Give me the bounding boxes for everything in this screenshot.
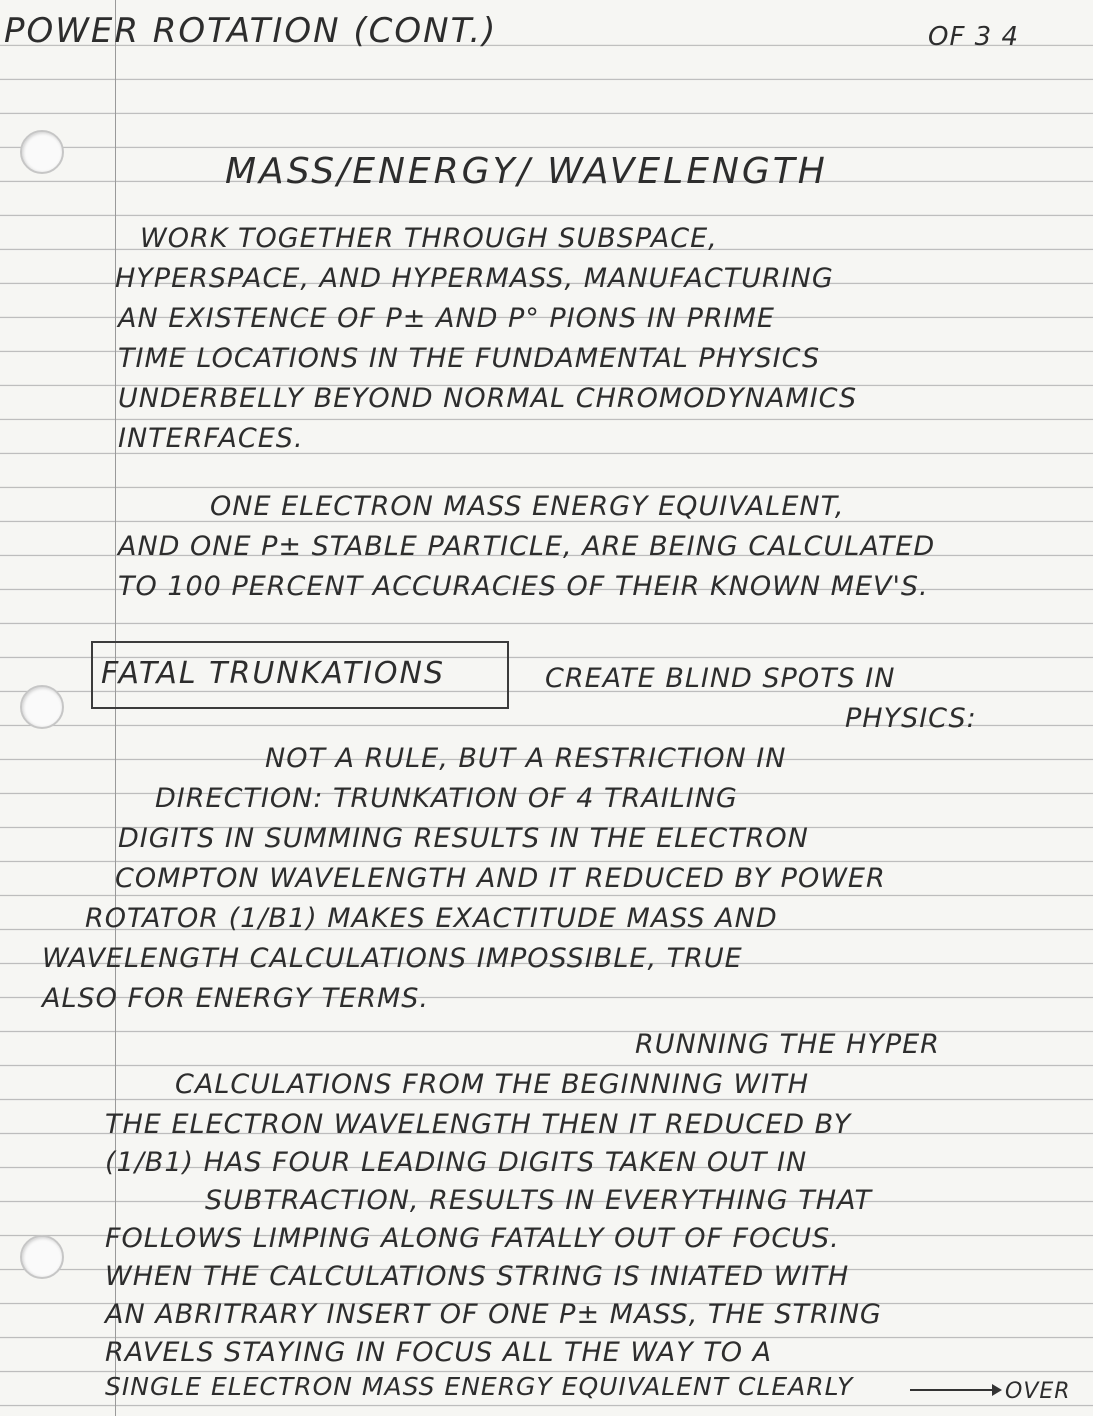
- boxed-term-trailing-line: CREATE BLIND SPOTS IN: [545, 663, 896, 694]
- paragraph4-line: FOLLOWS LIMPING ALONG FATALLY OUT OF FOCUS.: [105, 1223, 840, 1254]
- paragraph4-line: (1/B1) HAS FOUR LEADING DIGITS TAKEN OUT IN: [105, 1147, 808, 1178]
- page-number: OF 3 4: [928, 22, 1020, 52]
- paragraph4-line: WHEN THE CALCULATIONS STRING IS INIATED WITH: [105, 1261, 850, 1292]
- paragraph2-line: ONE ELECTRON MASS ENERGY EQUIVALENT,: [210, 491, 845, 522]
- paragraph3-line: ROTATOR (1/B1) MAKES EXACTITUDE MASS AND: [85, 903, 778, 934]
- paragraph1-line: INTERFACES.: [118, 423, 304, 454]
- section-title: MASS/ENERGY/ WAVELENGTH: [225, 151, 828, 192]
- paragraph3-line: COMPTON WAVELENGTH AND IT REDUCED BY POWER: [115, 863, 886, 894]
- paragraph3-line: DIRECTION: TRUNKATION OF 4 TRAILING: [155, 783, 738, 814]
- page-header-title: POWER ROTATION (CONT.): [4, 11, 498, 51]
- paragraph3-line: DIGITS IN SUMMING RESULTS IN THE ELECTRON: [118, 823, 809, 854]
- binder-hole-middle: [20, 685, 64, 729]
- paragraph4-line: SUBTRACTION, RESULTS IN EVERYTHING THAT: [205, 1185, 873, 1216]
- paragraph1-line: UNDERBELLY BEYOND NORMAL CHROMODYNAMICS: [118, 383, 858, 414]
- paragraph3-line: WAVELENGTH CALCULATIONS IMPOSSIBLE, TRUE: [42, 943, 743, 974]
- over-label: OVER: [1005, 1379, 1071, 1404]
- paragraph4-line: THE ELECTRON WAVELENGTH THEN IT REDUCED BY: [105, 1109, 852, 1140]
- paragraph4-line: RUNNING THE HYPER: [635, 1029, 940, 1060]
- paragraph3-line: ALSO FOR ENERGY TERMS.: [42, 983, 430, 1014]
- boxed-term-box: [91, 641, 509, 709]
- paragraph2-line: TO 100 PERCENT ACCURACIES OF THEIR KNOWN MEV'S.: [118, 571, 929, 602]
- paragraph1-line: HYPERSPACE, AND HYPERMASS, MANUFACTURING: [115, 263, 834, 294]
- over-arrow-icon: [910, 1389, 1000, 1391]
- paragraph1-line: AN EXISTENCE OF P± AND P° PIONS IN PRIME: [118, 303, 775, 334]
- paragraph1-line: TIME LOCATIONS IN THE FUNDAMENTAL PHYSICS: [118, 343, 821, 374]
- paragraph2-line: AND ONE P± STABLE PARTICLE, ARE BEING CALCULATED: [118, 531, 936, 562]
- paragraph4-line: AN ABRITRARY INSERT OF ONE P± MASS, THE STRING: [105, 1299, 882, 1330]
- paragraph4-line: RAVELS STAYING IN FOCUS ALL THE WAY TO A: [105, 1337, 773, 1368]
- binder-hole-bottom: [20, 1235, 64, 1279]
- paragraph4-line: SINGLE ELECTRON MASS ENERGY EQUIVALENT CLEARLY: [105, 1372, 854, 1401]
- binder-hole-top: [20, 130, 64, 174]
- boxed-term-trailing-line: PHYSICS:: [845, 703, 977, 734]
- paragraph1-line: WORK TOGETHER THROUGH SUBSPACE,: [140, 223, 718, 254]
- boxed-term: FATAL TRUNKATIONS: [101, 656, 446, 691]
- paragraph3-line: NOT A RULE, BUT A RESTRICTION IN: [265, 743, 787, 774]
- paragraph4-line: CALCULATIONS FROM THE BEGINNING WITH: [175, 1069, 809, 1100]
